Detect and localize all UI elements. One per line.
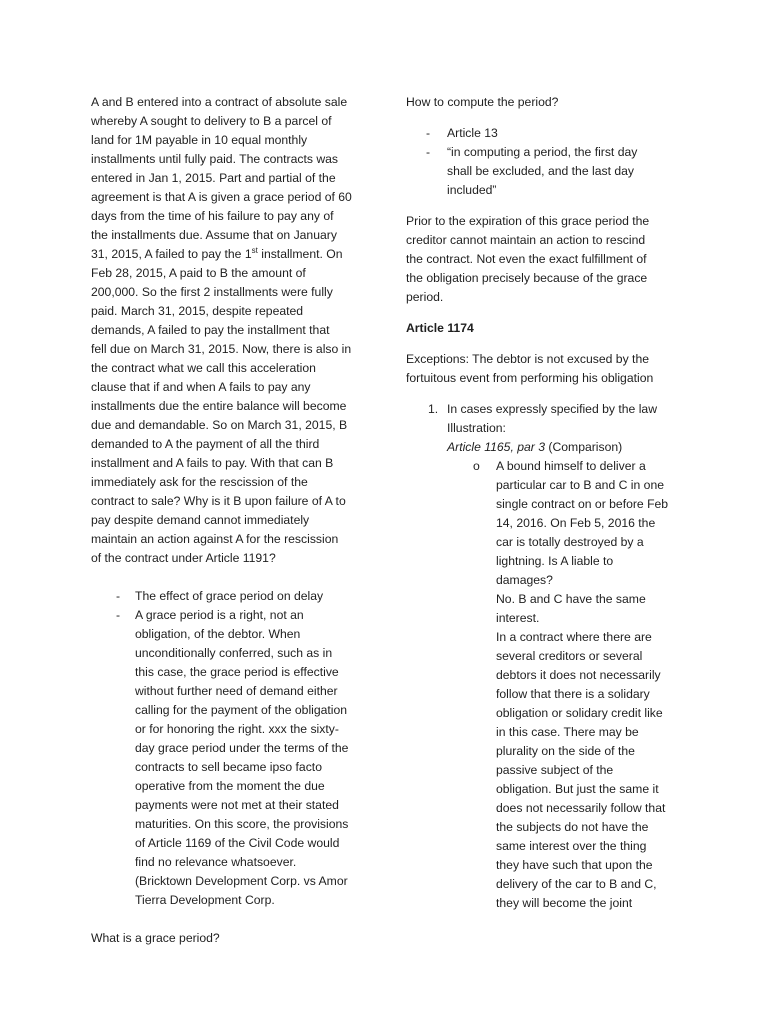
- dash-marker: -: [426, 145, 431, 159]
- bullet-text: The effect of grace period on delay: [135, 589, 324, 603]
- article-reference-italic: Article 1165, par 3: [447, 440, 546, 454]
- numbered-item-line: In cases expressly specified by the law: [447, 402, 657, 416]
- item-number: 1.: [428, 402, 439, 416]
- dash-marker: -: [116, 589, 121, 603]
- dash-marker: -: [426, 126, 431, 140]
- bullet-text: A grace period is a right, not an obligation, of the debtor. When unconditionally conferred, such as in this case, the grace period is effective without further need of demand either calling for the payment of the obligation or for honoring the right. xxx the sixty- day grace period under the terms of the contracts to sell became ipso facto operative from the moment the due payments were not met at their stated maturities. On this score, the provisions of Article 1169 of the Civil Code would find no relevance whatsoever. (Bricktown Development Corp. vs Amor Tierra Development Corp.: [135, 608, 349, 907]
- illustration-label: Illustration:: [447, 421, 506, 435]
- left-column: [91, 93, 363, 948]
- circle-bullet-icon: o: [473, 459, 480, 473]
- bullet-text: Article 13: [447, 126, 498, 140]
- exceptions-paragraph: Exceptions: The debtor is not excused by the fortuitous event from performing his obligation: [406, 352, 654, 385]
- case-facts-text-1: A and B entered into a contract of absolute sale whereby A sought to delivery to B a parcel of land for 1M payable in 10 equal monthly installments until fully paid. The contracts was entered in Jan 1, 2015. Part and partial of the agreement is that A is given a grace period of 60 days from the time of his failure to pay any of the installments due. Assume that on January 31, 2015, A failed to pay the 1: [91, 95, 352, 261]
- case-facts-paragraph: [91, 93, 363, 568]
- article-reference-note: (Comparison): [545, 440, 623, 454]
- right-column: [406, 93, 686, 913]
- case-facts-text-2: installment. On Feb 28, 2015, A paid to B the amount of 200,000. So the first 2 installments were fully paid. March 31, 2015, despite repeated demands, A failed to pay the installment that fell due on March 31, 2015. Now, there is also in the contract what we call this acceleration clause that if and when A fails to pay any installments due the entire balance will become due and demandable. So on March 31, 2015, B demanded to A the payment of all the third installment and A fails to pay. With that can B immediately ask for the rescission of the contract to sale? Why is it B upon failure of A to pay despite demand cannot immediately maintain an action against A for the rescission of the contract under Article 1191?: [91, 247, 352, 565]
- list-item: [426, 143, 686, 200]
- article-13-bullets: [426, 124, 686, 200]
- article-reference: [447, 438, 686, 457]
- bullet-text: “in computing a period, the first day shall be excluded, and the last day included”: [447, 145, 638, 197]
- sub-list-item: [446, 457, 686, 913]
- illustration-text: A bound himself to deliver a particular car to B and C in one single contract on or before Feb 14, 2016. On Feb 5, 2016 the car is totally destroyed by a lightning. Is A liable to damages? No. B and C have the same interest. In a contract where there are several creditors or several debtors it does not necessarily follow that there is a solidary obligation or solidary credit like in this case. There may be plurality on the side of the passive subject of the obligation. But just the same it does not necessarily follow that the subjects do not have the same interest over the thing they have such that upon the delivery of the car to B and C, they will become the joint: [496, 459, 669, 910]
- list-item: [116, 606, 363, 910]
- article-heading: Article 1174: [406, 321, 474, 335]
- list-item: [426, 124, 686, 143]
- grace-period-bullets: [116, 587, 363, 910]
- ordinal-suffix: st: [251, 245, 258, 255]
- grace-period-question: What is a grace period?: [91, 931, 220, 945]
- dash-marker: -: [116, 608, 121, 622]
- list-item: [116, 587, 363, 606]
- compute-period-question: How to compute the period?: [406, 95, 559, 109]
- grace-period-paragraph: Prior to the expiration of this grace period the creditor cannot maintain an action to rescind the contract. Not even the exact fulfillment of the obligation precisely because of the grace period.: [406, 214, 650, 304]
- numbered-item: [406, 400, 686, 457]
